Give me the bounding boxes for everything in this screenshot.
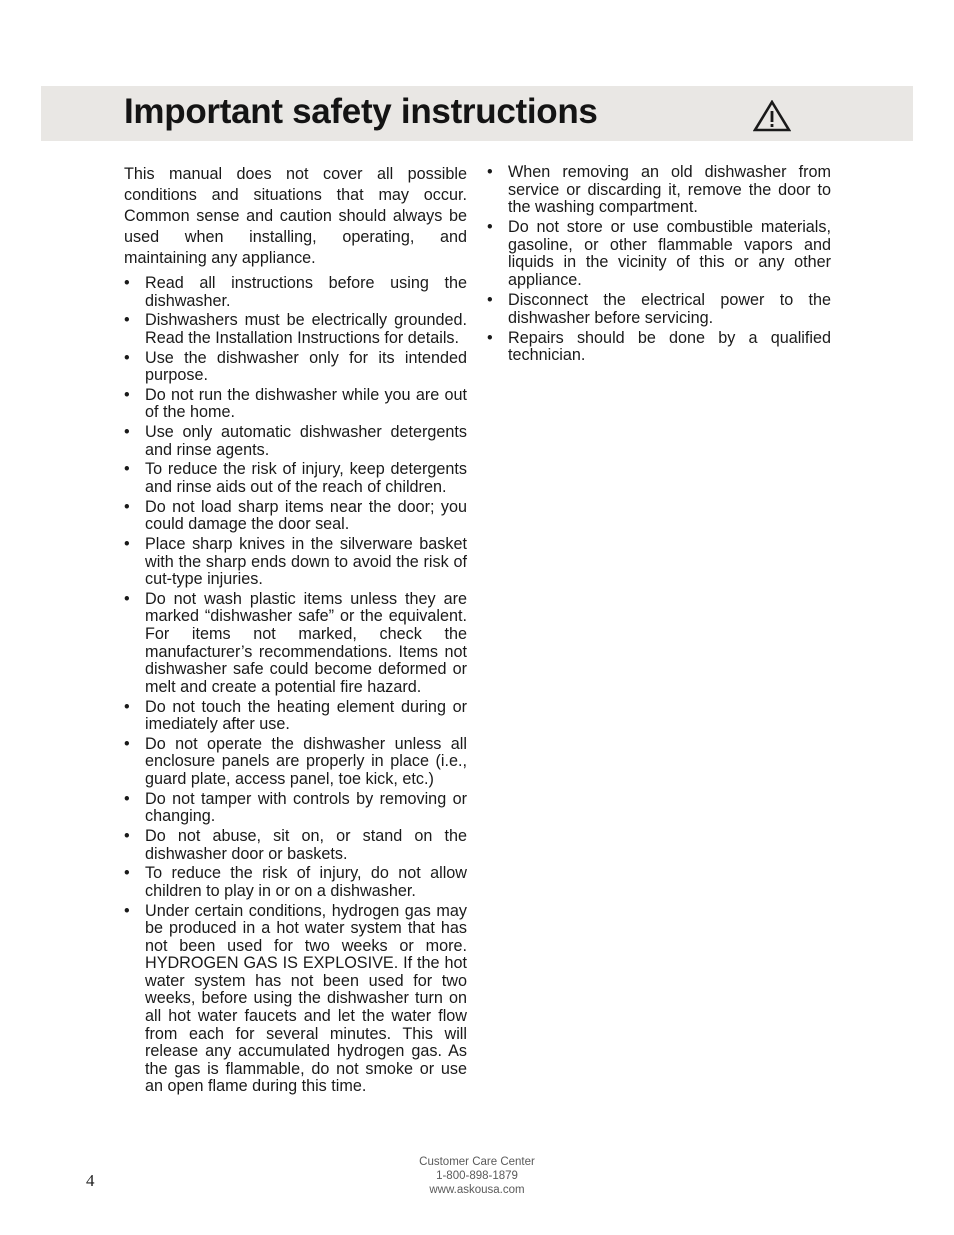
list-item: • Read all instructions before using the dishwasher.: [124, 275, 467, 310]
list-item: • Repairs should be done by a qualified technician.: [487, 330, 831, 365]
list-item: • Do not touch the heating element during or imediately after use.: [124, 699, 467, 734]
list-item: • To reduce the risk of injury, do not allow children to play in or on a dishwasher.: [124, 865, 467, 900]
list-item: • Do not abuse, sit on, or stand on the dishwasher door or baskets.: [124, 828, 467, 863]
footer-phone: 1-800-898-1879: [436, 1170, 518, 1182]
list-item: • Do not tamper with controls by removing or changing.: [124, 791, 467, 826]
intro-paragraph: This manual does not cover all possible conditions and situations that may occur. Common sense and caution should always be used when installing, operating, and maintaining any appliance.: [124, 165, 467, 267]
warning-triangle-icon: [753, 100, 791, 132]
safety-list-left: [124, 275, 467, 1096]
list-item: • Dishwashers must be electrically grounded. Read the Installation Instructions for details.: [124, 312, 467, 347]
list-item: • When removing an old dishwasher from service or discarding it, remove the door to the washing compartment.: [487, 164, 831, 217]
list-item: • Do not load sharp items near the door; you could damage the door seal.: [124, 499, 467, 534]
list-item: • Place sharp knives in the silverware basket with the sharp ends down to avoid the risk of cut-type injuries.: [124, 536, 467, 589]
safety-list-right: [487, 164, 831, 365]
left-column: [124, 164, 467, 1098]
list-item: • Under certain conditions, hydrogen gas may be produced in a hot water system that has not been used for two weeks or more. HYDROGEN GAS IS EXPLOSIVE. If the hot water system has not been used for two weeks, before using the dishwasher turn on all hot water faucets and let the water flow from each for several minutes. This will release any accumulated hydrogen gas. As the gas is flammable, do not smoke or use an open flame during this time.: [124, 903, 467, 1097]
list-item: • Do not run the dishwasher while you are out of the home.: [124, 387, 467, 422]
footer-contact: [377, 1155, 577, 1197]
list-item: • Use only automatic dishwasher detergents and rinse agents.: [124, 424, 467, 459]
list-item: • To reduce the risk of injury, keep detergents and rinse aids out of the reach of children.: [124, 461, 467, 496]
page-number: 4: [86, 1171, 95, 1190]
page-title: Important safety instructions: [124, 92, 598, 131]
footer-website: www.askousa.com: [429, 1184, 525, 1196]
list-item: • Do not store or use combustible materials, gasoline, or other flammable vapors and liquids in the vicinity of this or any other appliance.: [487, 219, 831, 289]
list-item: • Do not wash plastic items unless they are marked “dishwasher safe” or the equivalent. For items not marked, check the manufacturer’s recommendations. Items not dishwasher safe could become deformed or melt and create a potential fire hazard.: [124, 591, 467, 697]
list-item: • Do not operate the dishwasher unless all enclosure panels are properly in place (i.e., guard plate, access panel, toe kick, etc.): [124, 736, 467, 789]
list-item: • Disconnect the electrical power to the dishwasher before servicing.: [487, 292, 831, 327]
list-item: • Use the dishwasher only for its intended purpose.: [124, 350, 467, 385]
right-column: [487, 164, 831, 368]
footer-care-center: Customer Care Center: [419, 1156, 535, 1168]
